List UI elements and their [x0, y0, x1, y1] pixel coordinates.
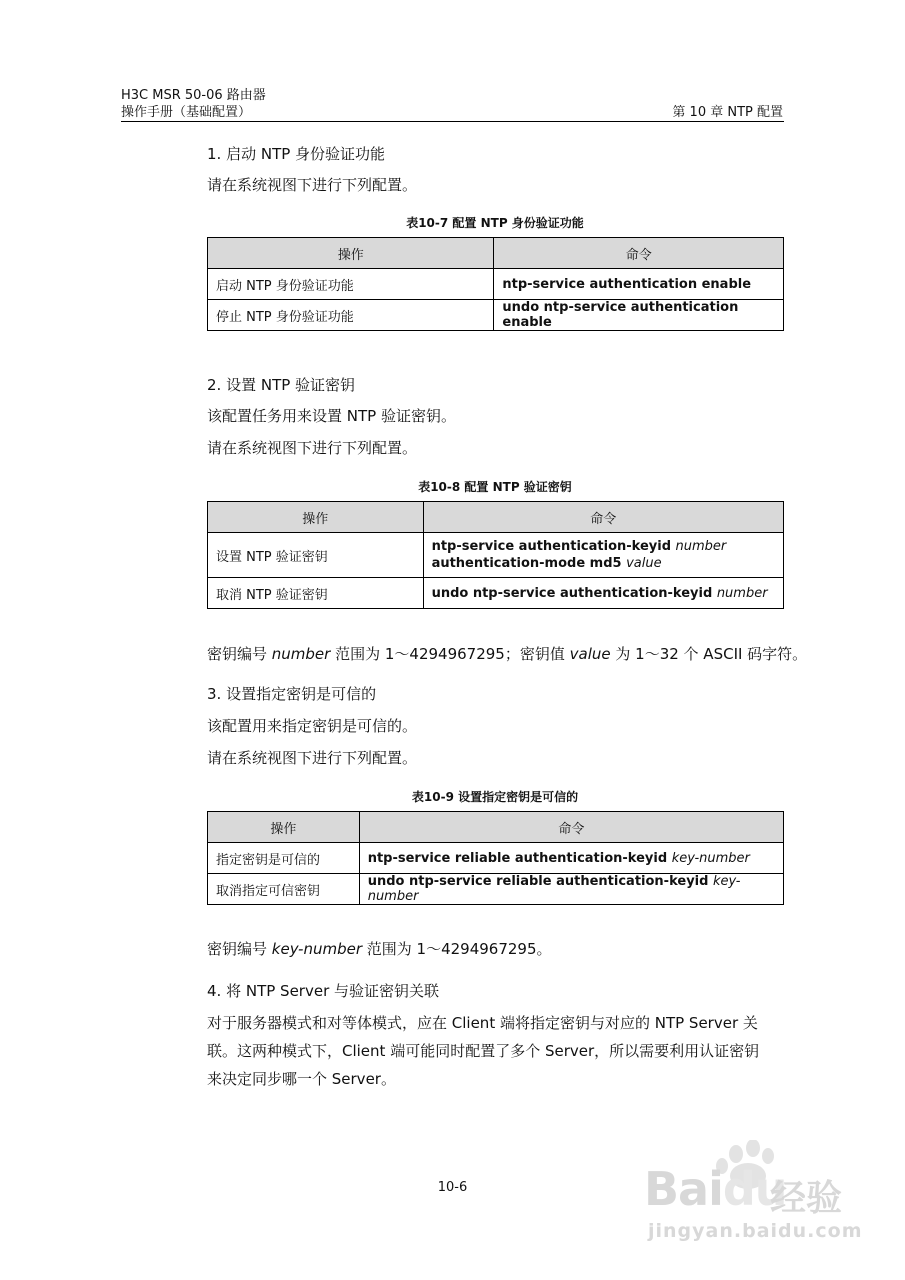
section-3-para-2: 请在系统视图下进行下列配置。: [207, 749, 418, 767]
header-product: H3C MSR 50-06 路由器: [121, 88, 266, 103]
header-divider: [121, 121, 784, 122]
table-row: [208, 578, 784, 609]
table-header-operation: 操作: [208, 238, 494, 269]
table-row: [208, 300, 784, 331]
baidu-watermark: [640, 1140, 870, 1250]
section-2-para-1: 该配置任务用来设置 NTP 验证密钥。: [207, 407, 456, 425]
command-cell: undo ntp-service authentication-keyid number: [423, 578, 783, 609]
section-4-para-line-2: 联。这两种模式下，Client 端可能同时配置了多个 Server，所以需要利用认证密钥: [207, 1042, 760, 1060]
table-row: [208, 843, 784, 874]
table-10-8: [207, 501, 784, 609]
operation-cell: 指定密钥是可信的: [208, 843, 360, 874]
section-1-title: 1. 启动 NTP 身份验证功能: [207, 145, 386, 163]
section-3-title: 3. 设置指定密钥是可信的: [207, 685, 377, 703]
section-3-note: 密钥编号 key-number 范围为 1～4294967295。: [207, 940, 552, 958]
operation-cell: 启动 NTP 身份验证功能: [208, 269, 494, 300]
operation-cell: 停止 NTP 身份验证功能: [208, 300, 494, 331]
page-number: 10-6: [437, 1180, 468, 1195]
table-10-9-caption: 表10-9 设置指定密钥是可信的: [411, 790, 579, 804]
section-2-note: 密钥编号 number 范围为 1～4294967295；密钥值 value 为 1～32 个 ASCII 码字符。: [207, 645, 808, 663]
watermark-cn: 经验: [770, 1178, 843, 1219]
table-header-command: 命令: [494, 238, 784, 269]
operation-cell: 取消指定可信密钥: [208, 874, 360, 905]
section-4-para-line-3: 来决定同步哪一个 Server。: [207, 1070, 396, 1088]
section-3-para-1: 该配置用来指定密钥是可信的。: [207, 717, 418, 735]
section-2-title: 2. 设置 NTP 验证密钥: [207, 376, 356, 394]
table-row: [208, 874, 784, 905]
header-manual: 操作手册（基础配置）: [121, 105, 252, 120]
section-4-para-line-1: 对于服务器模式和对等体模式，应在 Client 端将指定密钥与对应的 NTP Server 关: [207, 1014, 758, 1032]
command-cell: undo ntp-service reliable authentication-keyid key-number: [359, 874, 783, 905]
table-row: [208, 269, 784, 300]
table-10-9: [207, 811, 784, 905]
table-10-7-caption: 表10-7 配置 NTP 身份验证功能: [406, 216, 584, 230]
command-cell: undo ntp-service authentication enable: [494, 300, 784, 331]
command-cell: ntp-service reliable authentication-keyid key-number: [359, 843, 783, 874]
operation-cell: 设置 NTP 验证密钥: [208, 533, 424, 578]
table-row: [208, 533, 784, 578]
table-header-command: 命令: [423, 502, 783, 533]
section-1-para-1: 请在系统视图下进行下列配置。: [207, 176, 418, 194]
table-10-7: [207, 237, 784, 331]
section-2-para-2: 请在系统视图下进行下列配置。: [207, 439, 418, 457]
watermark-url: jingyan.baidu.com: [648, 1220, 863, 1242]
watermark-brand: Baidu: [644, 1162, 787, 1216]
table-header-command: 命令: [359, 812, 783, 843]
command-cell: ntp-service authentication enable: [494, 269, 784, 300]
table-10-8-caption: 表10-8 配置 NTP 验证密钥: [418, 480, 572, 494]
table-header-operation: 操作: [208, 812, 360, 843]
table-header-operation: 操作: [208, 502, 424, 533]
section-4-title: 4. 将 NTP Server 与验证密钥关联: [207, 982, 440, 1000]
command-cell: ntp-service authentication-keyid number authentication-mode md5 value: [423, 533, 783, 578]
header-chapter: 第 10 章 NTP 配置: [672, 105, 783, 120]
operation-cell: 取消 NTP 验证密钥: [208, 578, 424, 609]
